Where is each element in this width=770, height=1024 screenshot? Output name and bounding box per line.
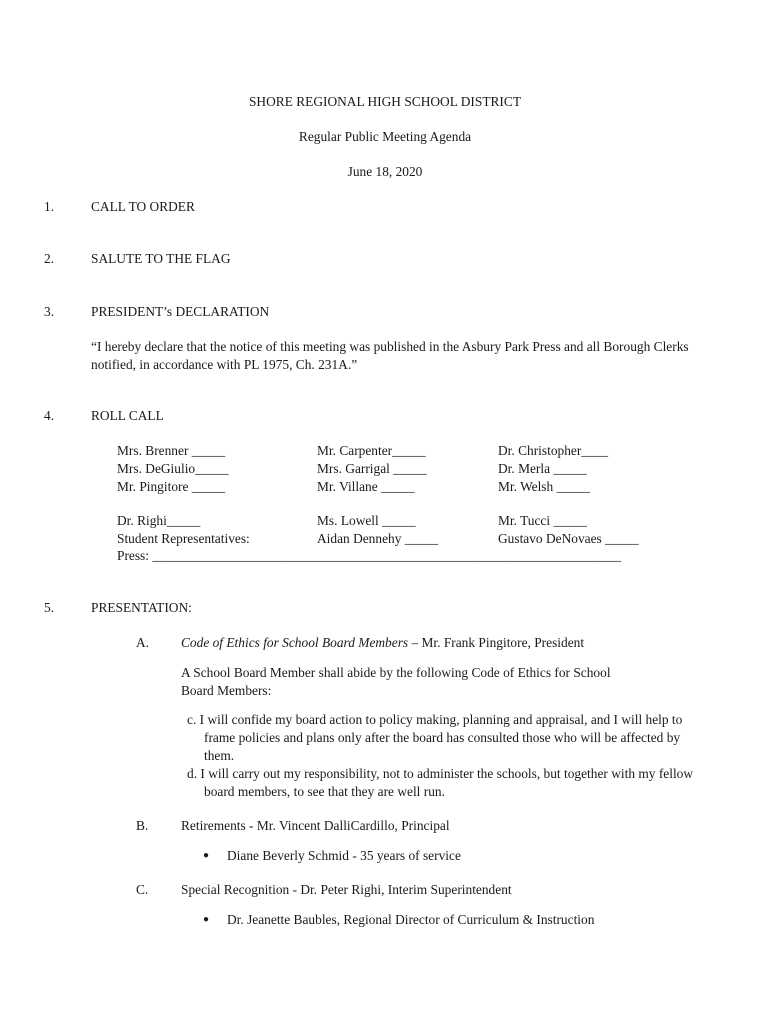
item-number: 5.: [44, 600, 55, 615]
roll-call-member: Dr. Christopher____: [498, 443, 609, 458]
subitem-letter: B.: [136, 818, 149, 833]
roll-call-member: Mr. Villane _____: [317, 479, 415, 494]
meeting-type: Regular Public Meeting Agenda: [298, 129, 472, 144]
roll-call-member: Mr. Pingitore _____: [117, 479, 226, 494]
press-line: Press: ______________________________________________________________________: [117, 548, 622, 563]
declaration-text-line: “I hereby declare that the notice of this meeting was published in the Asbury Park Press and all Borough Clerks: [91, 339, 689, 354]
roll-call-member: Mrs. Brenner _____: [117, 443, 226, 458]
student-representatives-label: Student Representatives:: [117, 531, 250, 546]
code-of-ethics-presenter: – Mr. Frank Pingitore, President: [408, 635, 585, 650]
item-title-declaration: PRESIDENT’s DECLARATION: [91, 304, 270, 319]
ethics-item-c-line: c. I will confide my board action to policy making, planning and appraisal, and I will help to: [187, 712, 683, 727]
roll-call-member: Mr. Tucci _____: [498, 513, 587, 528]
subitem-letter: A.: [136, 635, 150, 650]
ethics-item-c-line: frame policies and plans only after the board has consulted those who will be affected by: [204, 730, 681, 745]
roll-call-member: Mrs. Garrigal _____: [317, 461, 427, 476]
code-of-ethics-intro-line: A School Board Member shall abide by the following Code of Ethics for School: [181, 665, 611, 680]
code-of-ethics-intro-line: Board Members:: [181, 683, 272, 698]
code-of-ethics-title: Code of Ethics for School Board Members: [181, 635, 409, 650]
retirement-honoree: Diane Beverly Schmid - 35 years of service: [227, 848, 461, 863]
roll-call-member: Dr. Merla _____: [498, 461, 587, 476]
ethics-item-d-line: board members, to see that they are well run.: [204, 784, 445, 799]
ethics-item-d-line: d. I will carry out my responsibility, not to administer the schools, but together with my fellow: [187, 766, 694, 781]
district-title: SHORE REGIONAL HIGH SCHOOL DISTRICT: [248, 94, 522, 109]
roll-call-member: Mrs. DeGiulio_____: [117, 461, 229, 476]
item-title-call-to-order: CALL TO ORDER: [91, 199, 195, 214]
roll-call-member: Mr. Welsh _____: [498, 479, 591, 494]
item-number: 3.: [44, 304, 55, 319]
subitem-title-special-recognition: Special Recognition - Dr. Peter Righi, Interim Superintendent: [181, 882, 512, 897]
subitem-title-code-of-ethics: [181, 634, 584, 652]
item-title-presentation: PRESENTATION:: [91, 600, 192, 615]
meeting-date: June 18, 2020: [347, 164, 423, 179]
roll-call-member: Dr. Righi_____: [117, 513, 201, 528]
item-title-salute: SALUTE TO THE FLAG: [91, 251, 231, 266]
roll-call-member: Mr. Carpenter_____: [317, 443, 426, 458]
item-number: 1.: [44, 199, 55, 214]
bullet-icon: ●: [203, 914, 210, 925]
bullet-icon: ●: [203, 850, 210, 861]
student-representative: Aidan Dennehy _____: [317, 531, 439, 546]
subitem-letter: C.: [136, 882, 149, 897]
item-title-roll-call: ROLL CALL: [91, 408, 164, 423]
declaration-text-line: notified, in accordance with PL 1975, Ch. 231A.”: [91, 357, 358, 372]
item-number: 4.: [44, 408, 55, 423]
roll-call-member: Ms. Lowell _____: [317, 513, 416, 528]
item-number: 2.: [44, 251, 55, 266]
recognition-honoree: Dr. Jeanette Baubles, Regional Director of Curriculum & Instruction: [227, 912, 595, 927]
subitem-title-retirements: Retirements - Mr. Vincent DalliCardillo, Principal: [181, 818, 450, 833]
ethics-item-c-line: them.: [204, 748, 235, 763]
student-representative: Gustavo DeNovaes _____: [498, 531, 639, 546]
